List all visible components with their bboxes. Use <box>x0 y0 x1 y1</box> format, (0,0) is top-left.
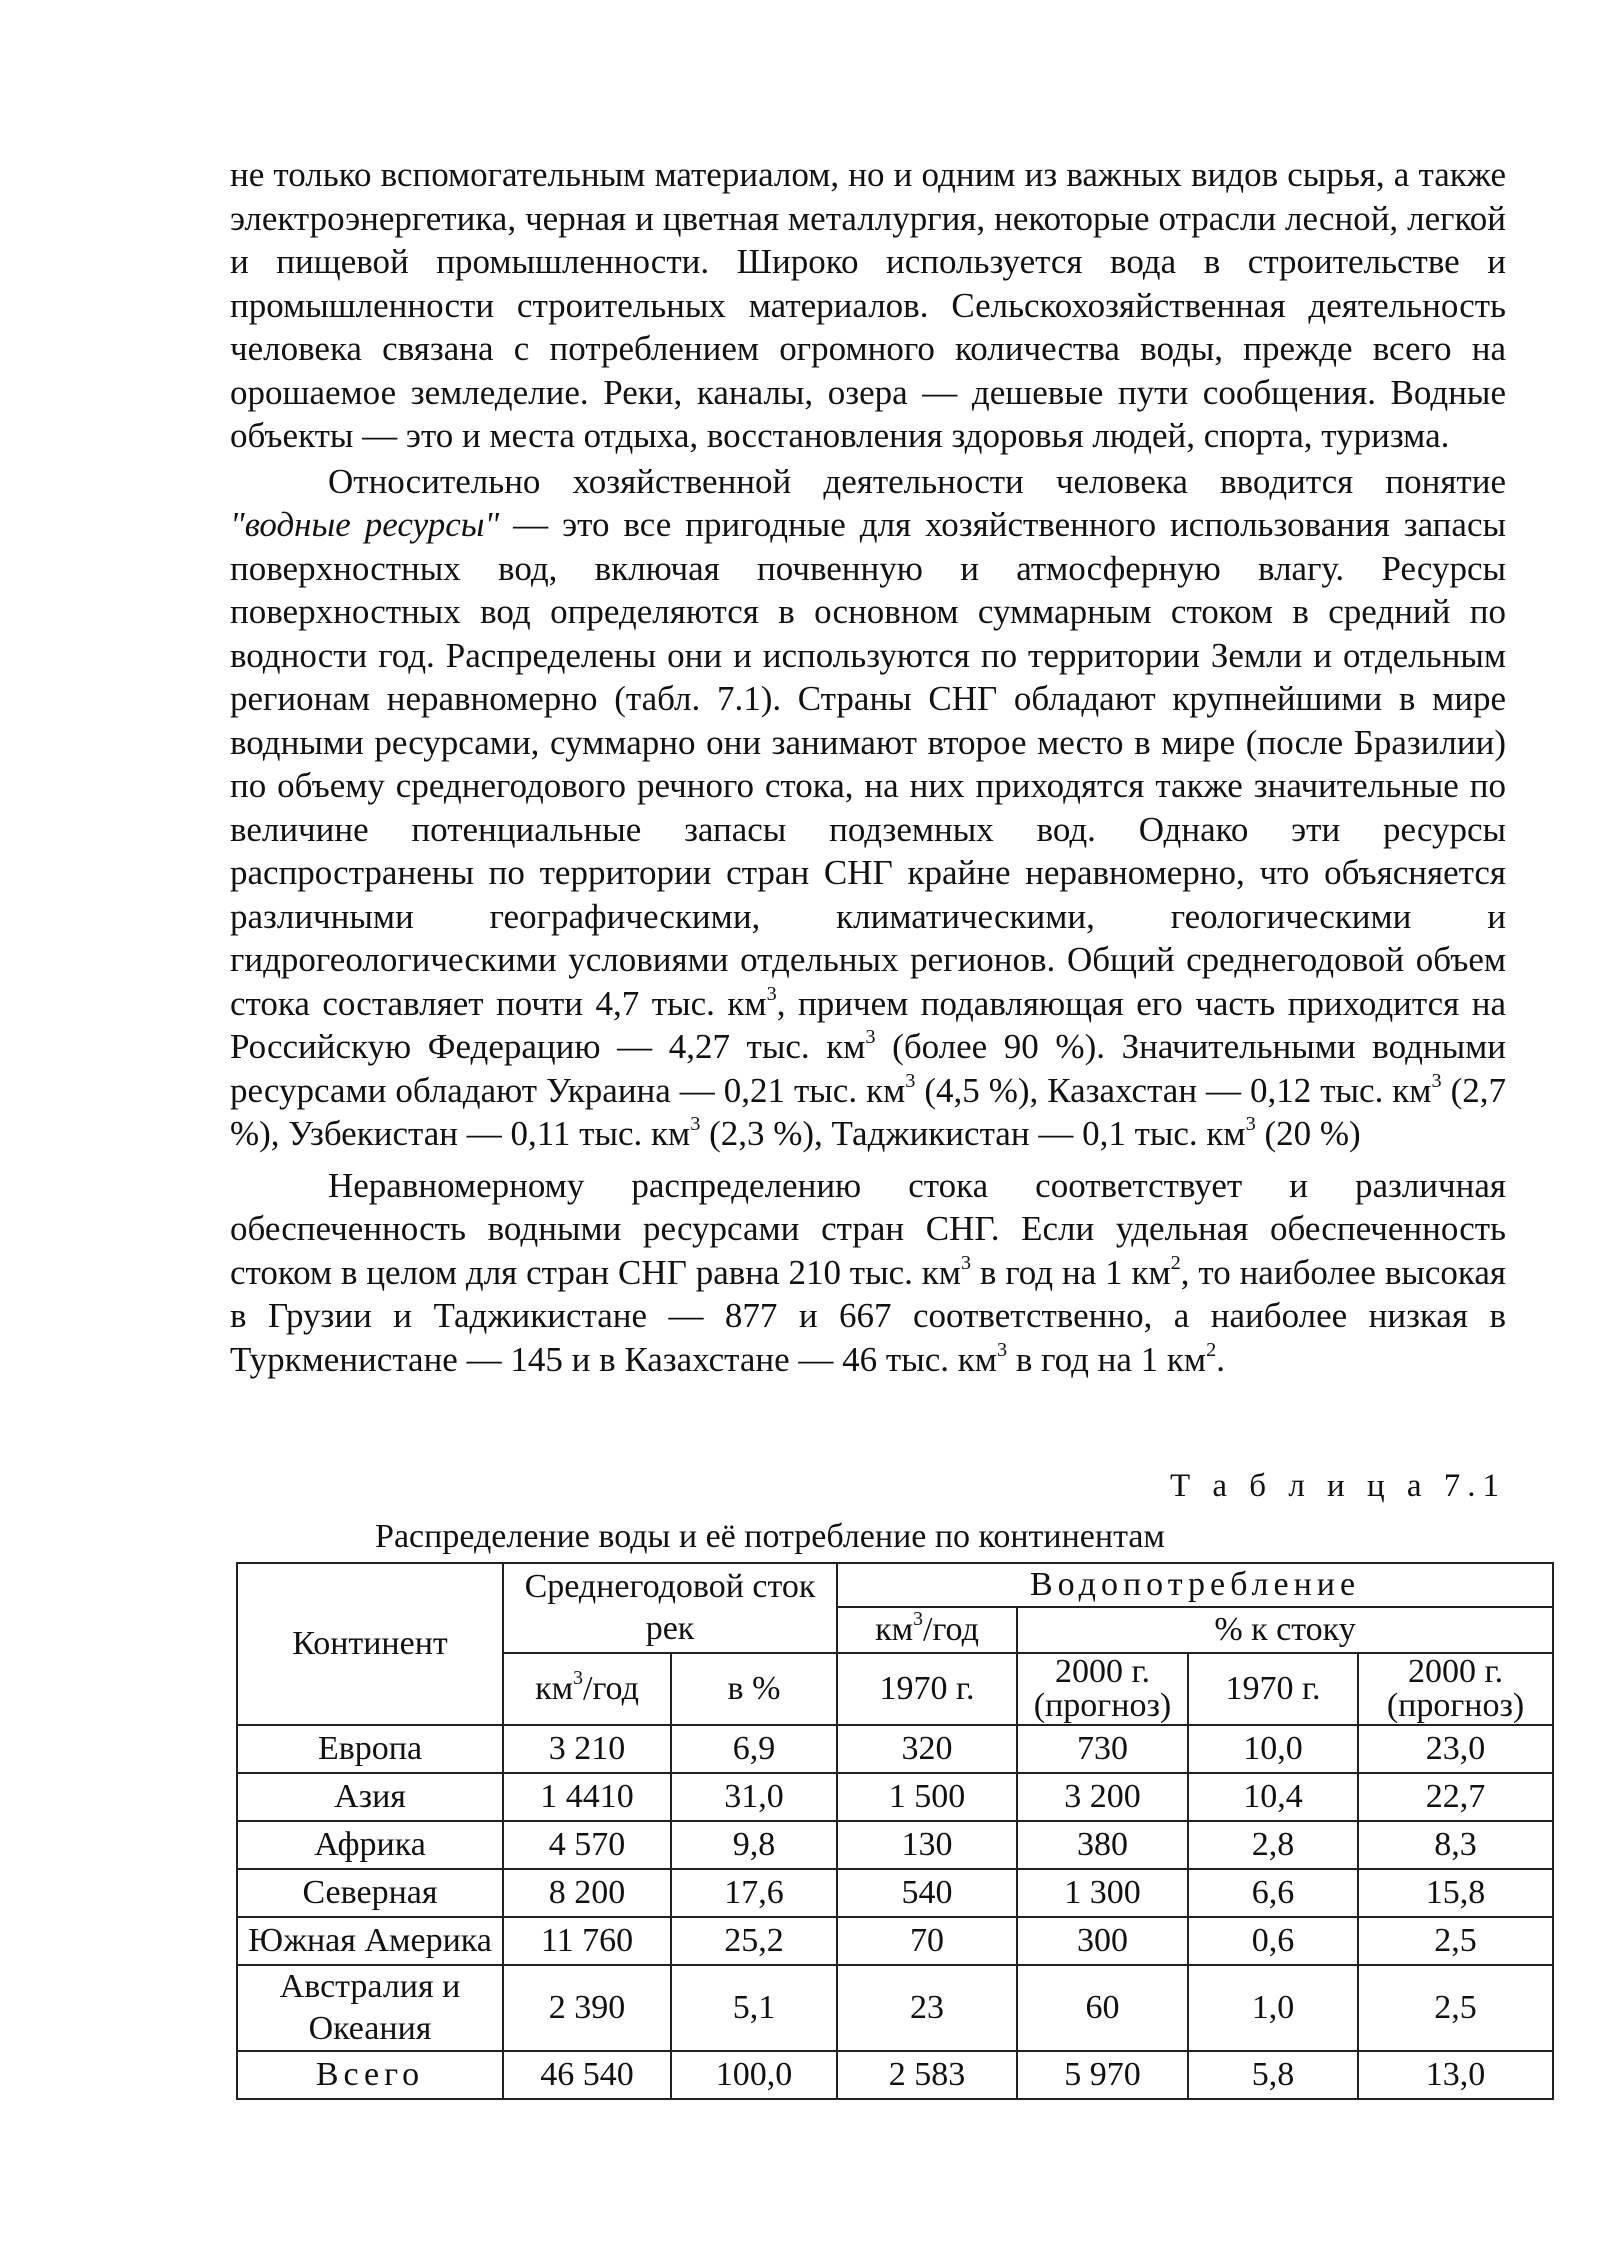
superscript: 2 <box>1206 1338 1217 1361</box>
superscript: 3 <box>913 1608 924 1631</box>
table-row <box>237 1965 1553 2051</box>
table-row <box>237 1773 1553 1821</box>
cell-pct-1970: 0,6 <box>1188 1917 1358 1965</box>
cell-pct-2000: 22,7 <box>1358 1773 1553 1821</box>
header-runoff-percent: в % <box>671 1653 837 1725</box>
cell-runoff-pct: 5,1 <box>671 1965 837 2051</box>
superscript: 3 <box>573 1667 584 1690</box>
cell-cons-2000: 300 <box>1017 1917 1188 1965</box>
paragraph-2-text-b: , причем подавляющая его часть приходится на Российскую Федерацию — 4,27 тыс. км <box>230 983 1506 1066</box>
header-cons-2000-text: 2000 г. (прогноз) <box>1033 1655 1172 1723</box>
superscript: 3 <box>766 982 777 1005</box>
cell-pct-1970: 1,0 <box>1188 1965 1358 2051</box>
table-row <box>237 1725 1553 1773</box>
header-consumption: Водопотребление <box>837 1563 1553 1607</box>
total-pct-2000: 13,0 <box>1358 2051 1553 2099</box>
cell-runoff-pct: 9,8 <box>671 1821 837 1869</box>
cell-cons-1970: 23 <box>837 1965 1017 2051</box>
paragraph-2-text-g: (20 %) <box>1255 1114 1361 1153</box>
cell-cons-2000: 3 200 <box>1017 1773 1188 1821</box>
table-row <box>237 1869 1553 1917</box>
cell-continent: Европа <box>237 1725 503 1773</box>
cell-pct-2000: 15,8 <box>1358 1869 1553 1917</box>
continents-water-table <box>236 1562 1554 2100</box>
cell-runoff-km3: 1 4410 <box>503 1773 671 1821</box>
paragraph-3-text-a: Неравномерному распределению стока соответствует и различная обеспеченность водными ресурсами стран СНГ. Если удельная обеспеченность стоком в целом для стран СНГ равна 210 тыс. км <box>230 1165 1506 1292</box>
km3-prefix: км <box>535 1670 574 1707</box>
cell-cons-1970: 540 <box>837 1869 1017 1917</box>
paragraph-3-text-e: . <box>1216 1339 1225 1379</box>
header-pct-1970: 1970 г. <box>1188 1653 1358 1725</box>
cell-cons-1970: 70 <box>837 1917 1017 1965</box>
cell-runoff-km3: 2 390 <box>503 1965 671 2051</box>
table-total-row <box>237 2051 1553 2099</box>
cell-cons-1970: 130 <box>837 1821 1017 1869</box>
cell-cons-2000: 1 300 <box>1017 1869 1188 1917</box>
paragraph-3 <box>230 1164 1506 1382</box>
cell-runoff-km3: 8 200 <box>503 1869 671 1917</box>
paragraph-1: не только вспомогательным материалом, но и одним из важных видов сырья, а также электроэнергетика, черная и цветная металлургия, некоторые отрасли лесной, легкой и пищевой промышленности. Широко используется вода в строительстве и промышленности строительных материалов. Сельскохозяйственная деятельность человека связана с потреблением огромного количества воды, прежде всего на орошаемое земледелие. Реки, каналы, озера — дешевые пути сообщения. Водные объекты — это и места отдыха, восстановления здоровья людей, спорта, туризма. <box>230 155 1506 455</box>
header-runoff-km3 <box>503 1653 671 1725</box>
table-body <box>237 1725 1553 2051</box>
cell-cons-2000: 60 <box>1017 1965 1188 2051</box>
cell-cons-2000: 730 <box>1017 1725 1188 1773</box>
cell-continent: Южная Америка <box>237 1917 503 1965</box>
superscript: 3 <box>905 1069 916 1092</box>
cell-continent: Азия <box>237 1773 503 1821</box>
cell-runoff-km3: 3 210 <box>503 1725 671 1773</box>
per-year-suffix: /год <box>923 1611 979 1648</box>
cell-pct-2000: 8,3 <box>1358 1821 1553 1869</box>
term-water-resources: "водные ресурсы" <box>230 505 500 544</box>
cell-pct-1970: 10,0 <box>1188 1725 1358 1773</box>
header-consumption-km3 <box>837 1607 1017 1653</box>
paragraph-3-text-d: в год на 1 км <box>1007 1339 1207 1379</box>
cell-runoff-pct: 25,2 <box>671 1917 837 1965</box>
cell-cons-2000: 380 <box>1017 1821 1188 1869</box>
superscript: 3 <box>1431 1069 1442 1092</box>
cell-pct-2000: 23,0 <box>1358 1725 1553 1773</box>
cell-pct-2000: 2,5 <box>1358 1965 1553 2051</box>
cell-runoff-pct: 31,0 <box>671 1773 837 1821</box>
table-row <box>237 1821 1553 1869</box>
cell-pct-1970: 6,6 <box>1188 1869 1358 1917</box>
cell-runoff-km3: 4 570 <box>503 1821 671 1869</box>
paragraph-3-text-c: , то наиболее высокая в Грузии и Таджикистане — 877 и 667 соответственно, а наиболее низкая в Туркменистане — 145 и в Казахстане — 46 тыс. км <box>230 1252 1507 1379</box>
total-pct-1970: 5,8 <box>1188 2051 1358 2099</box>
table-caption: Распределение воды и её потребление по континентам <box>375 1518 1165 1555</box>
paragraph-2 <box>230 460 1506 1156</box>
header-runoff: Среднегодовой сток рек <box>503 1563 837 1653</box>
paragraph-2-text-c: (более 90 %). Значительными водными ресурсами обладают Украина — 0,21 тыс. км <box>230 1027 1506 1110</box>
superscript: 2 <box>1170 1251 1181 1274</box>
table-row <box>237 1917 1553 1965</box>
superscript: 3 <box>1245 1112 1256 1135</box>
header-cons-2000 <box>1017 1653 1188 1725</box>
cell-cons-1970: 320 <box>837 1725 1017 1773</box>
table-header-row <box>237 1563 1553 1607</box>
cell-runoff-pct: 6,9 <box>671 1725 837 1773</box>
paragraph-2-text-d: (4,5 %), Казахстан — 0,12 тыс. км <box>915 1070 1432 1110</box>
total-label: Всего <box>237 2051 503 2099</box>
paragraph-2-intro: Относительно хозяйственной деятельности человека вводится понятие <box>328 461 1506 501</box>
cell-pct-2000: 2,5 <box>1358 1917 1553 1965</box>
superscript: 3 <box>960 1251 972 1274</box>
superscript: 3 <box>690 1112 701 1135</box>
cell-continent: Африка <box>237 1821 503 1869</box>
cell-continent: Австралия и Океания <box>237 1965 503 2051</box>
superscript: 3 <box>996 1338 1008 1361</box>
total-cons-1970: 2 583 <box>837 2051 1017 2099</box>
cell-runoff-km3: 11 760 <box>503 1917 671 1965</box>
per-year-suffix: /год <box>583 1670 639 1707</box>
km3-prefix: км <box>875 1611 914 1648</box>
cell-pct-1970: 10,4 <box>1188 1773 1358 1821</box>
header-cons-1970: 1970 г. <box>837 1653 1017 1725</box>
paragraph-2-text-e: (2,7 %), Узбекистан — 0,11 тыс. км <box>230 1070 1506 1153</box>
cell-continent: Северная <box>237 1869 503 1917</box>
superscript: 3 <box>865 1025 876 1048</box>
header-percent-runoff: % к стоку <box>1017 1607 1553 1653</box>
total-runoff-km3: 46 540 <box>503 2051 671 2099</box>
header-continent: Континент <box>237 1563 503 1725</box>
cell-pct-1970: 2,8 <box>1188 1821 1358 1869</box>
paragraph-2-text-a: — это все пригодные для хозяйственного использования запасы поверхностных вод, включая почвенную и атмосферную влагу. Ресурсы поверхностных вод определяются в основном суммарным стоком в средний по водности год. Распределены они и используются по территории Земли и отдельным регионам неравномерно (табл. 7.1). Страны СНГ обладают крупнейшими в мире водными ресурсами, суммарно они занимают второе место в мире (после Бразилии) по объему среднегодового речного стока, на них приходятся также значительные по величине потенциальные запасы подземных вод. Однако эти ресурсы распространены по территории стран СНГ крайне неравномерно, что объясняется различными географическими, климатическими, геологическими и гидрогеологическими условиями отдельных регионов. Общий среднегодовой объем стока составляет почти 4,7 тыс. км <box>230 505 1506 1023</box>
body-text <box>230 153 1506 1381</box>
table-label: Т а б л и ц а 7.1 <box>1169 1468 1506 1504</box>
paragraph-3-text-b: в год на 1 км <box>971 1252 1171 1292</box>
cell-runoff-pct: 17,6 <box>671 1869 837 1917</box>
total-cons-2000: 5 970 <box>1017 2051 1188 2099</box>
header-pct-2000 <box>1358 1653 1553 1725</box>
cell-cons-1970: 1 500 <box>837 1773 1017 1821</box>
paragraph-2-text-f: (2,3 %), Таджикистан — 0,1 тыс. км <box>700 1114 1246 1153</box>
total-runoff-pct: 100,0 <box>671 2051 837 2099</box>
header-pct-2000-text: 2000 г. (прогноз) <box>1386 1655 1525 1723</box>
